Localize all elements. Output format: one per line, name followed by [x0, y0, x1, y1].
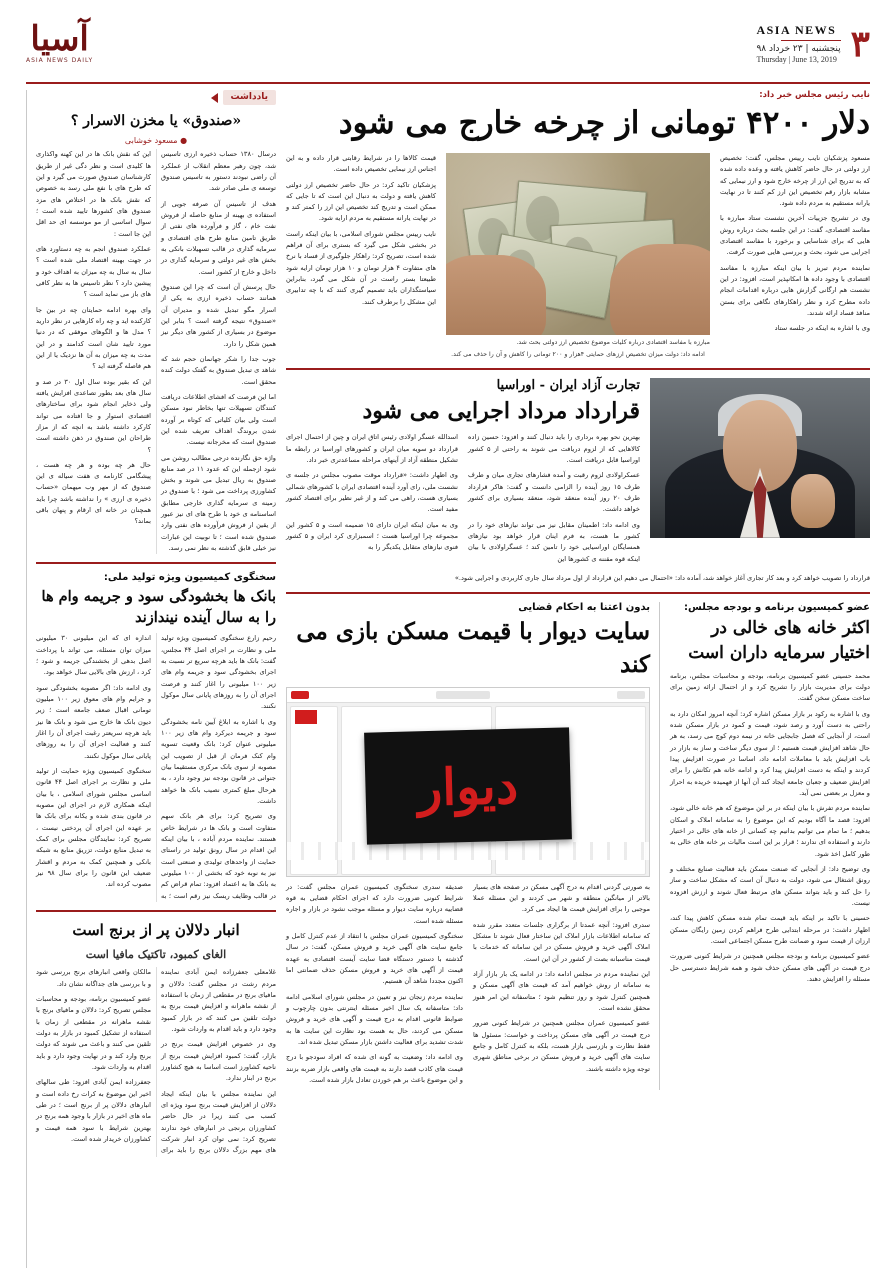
housing-headline: اکثر خانه های خالی در اختیار سرمایه داران است	[688, 618, 870, 664]
note2-paragraph: وی تصریح کرد: برای هر بانک سهم متفاوت است و بانک ها در شرایط خاص هستند. نماینده مردم آباده ، با بیان اینکه این اقدام در سال رونق تولید در راستای حمایت از واحدهای تولیدی و صنعتی است نیز به نوبه خود که بخشی از ۱۰۰ میلیونی به بانک ها به اعتماد افزود: تمام قراض کم در قالب وظایف ریسک نیز رقم است ؛ به اندازه ای که این میلیونی ۳۰ میلیونی میزان توان مسئله، می تواند با پرداخت اصل بدهی از بخشندگی جریمه و شود ؛ کرد ، ارزش های بالایی سال خواهد بود.	[36, 634, 276, 900]
date-english: Thursday | June 13, 2019	[756, 55, 837, 65]
note2-body	[36, 633, 276, 902]
divar-paragraph: نماینده مردم زنجان نیز و تعیین در مجلس شورای اسلامی ادامه داد: متاسفانه یک سال اخیر مسئله اینترنتی بدون چارچوب و ضوابط قانونی اقدام به درج قیمت و آگهی های خرید و فروش مسکن می کردند، حال به هست بود نظارت این سایت ها به شدت تشدید برای فعالیت داشتن بازار مسکن تبدیل شده اند.	[286, 992, 463, 1047]
note2-paragraph: وی با اشاره به ابلاغ آیین نامه بخشودگی سود و جریمه دیرکرد وام های زیر ۱۰۰ میلیونی عنوان کرد: بانک وقعیت تسویه وام کنک فرمان از قبل از تصویب این مصوبه از سوی بانک مرکزی مستقیما بیان جنوانی در قانون بودجه نیز وجود دارد ، به هرحال مبلغ کمتری نصیب بانک ها خواهد داشت.	[161, 717, 276, 806]
divar-body-col-b	[473, 882, 650, 1091]
note1-paragraph: اما این فرصت که افشای اطلاعات دریافت کنندگان تسهیلات تنها بخاطر نبود مسکن است ولی بیان کلیاتی که کوتاه بر آورده شدن بروندگ اهداف تعریف شده این صندوق است که مخرجانه نیست.	[161, 392, 276, 447]
triangle-icon	[211, 93, 218, 103]
logo-subtitle: ASIA NEWS DAILY	[26, 57, 94, 64]
main-column	[286, 90, 870, 1268]
divar-paragraph: به صورتی گردنی اقدام به درج آگهی مسکن در صفحه های بسیار بالاتر از میانگین منطقه و شهر می کردند و این مسئله عملا موجبی را برای افزایش قیمت ها ایجاد می کرد.	[473, 882, 650, 914]
lead-left-text	[720, 153, 870, 348]
divar-paragraph: این نماینده مردم در مجلس ادامه داد: در ادامه یک بار بازار آزاد به سامانه از روش خواهیم آمد که قیمت های آگهی مسکن و همچنین کنترل شود و روز تنظیم شود ؛ متاسفانه این امر هنوز محقق نشده است.	[473, 970, 650, 1013]
note3-paragraph: عضو کمیسیون برنامه، بودجه و محاسبات مجلس تصریح کرد: دلالان و مافیای برنج با نقشه ماهرانه در مقطعی از زمان با استفاده از تشکیل کمبود در بازار به دولت تلقین می کنند و باعث می شوند که دولت برنج وارد کند و در نهایت وجود دارد و باید اقدام به واردات شود.	[36, 994, 151, 1071]
page-number: ۳	[850, 23, 870, 66]
eurasia-paragraph: اسدالله عسگر اولادی رئیس اتاق ایران و چین از احتمال اجرای قرارداد دو سویه میان ایران و کشورهای اوراسیا در رابطه ما تشکیل منطقه آزاد از آینهای مراحله مساعدتری خبر داد.	[286, 433, 458, 465]
left-divider-1	[36, 562, 276, 564]
divar-paragraph: عضو کمیسیون عمران مجلس همچنین در شرایط کنونی ضرور درج قیمت در آگهی های مسکن پرداخت و خواست: مسئول ها فقط نظارت و بازرسی بازار هست، بلکه به کنترل کامل و جامع سایت های آگهی خرید و فروش مسکن در برخی مناطق شهری توجه ویژه داشته باشند.	[473, 1019, 650, 1073]
lead-article	[286, 90, 870, 360]
left-divider-2	[36, 910, 276, 912]
note1-paragraph: عملکرد صندوق انجم به چه دستاورد های در جهت بهینه اقتصاد ملی شده است ؟ سال به سال به چه میزان به اهداف خود و پیشین دارد ؟ نظر تاسیس ها به نظر کافی های باز می نماید است ؟	[36, 244, 151, 299]
lead-right-text	[286, 153, 436, 348]
note2-paragraph: سخنگوی کمیسیون ویژه حمایت از تولید ملی و نظارت بر اجرای اصل ۴۴ قانون اساسی مجلس شورای اسلامی ، با بیان اینکه همکاری لازم در اجرای این مصوبه در قانون بندی شده و یکانه برای بانک ها بر عهده این اجرای آن پردختی نیست ، تصریح کرد: نمایندگان مجلس برای کمک به تبدیل منابع دولت، تزریق منابع به شبکه بانکی و همچنین کمک به مردم و اقشار ضعیف این قانون را برای سال ۹۸ نیز مصوب کرده اند.	[36, 767, 151, 889]
note1-body	[36, 149, 276, 554]
note3-body	[36, 967, 276, 1156]
page-grid	[26, 90, 870, 1268]
lead-kicker: نایب رئیس مجلس خبر داد:	[759, 90, 870, 100]
note1-paragraph: جوب جدا را شکر جهانمان حجم شد که شاهد ی تبدیل صندوق به گفتک دولت کنده محقق است.	[161, 354, 276, 386]
housing-body	[670, 671, 870, 986]
lead-photo-caption: مبارزه با مفاسد اقتصادی درباره کلیات موضوع تخصیص ارز دولتی بحث شد.	[516, 338, 710, 346]
eurasia-photo-wrap	[650, 378, 870, 569]
left-column	[26, 90, 276, 1268]
housing-paragraph: حسینی با تاکید بر اینکه باید قیمت تمام شده مسکن کاهش پیدا کند، اظهار داشت: در مرحله ابتدایی طرح فراهم کردن زمین رایگان مسکن ارزان از قیمت سود و ضمانت طرح مسکن اجتماعی است.	[670, 914, 870, 945]
divar-screenshot-toolbar	[287, 688, 649, 703]
divar-website-screenshot	[286, 687, 650, 877]
section-tag-note: یادداشت	[223, 90, 276, 105]
housing-article	[670, 602, 870, 1090]
note1-paragraph: درسال ۱۳۸۰ حساب ذخیره ارزی تاسیس شد، چون رهبر معظم انقلاب از عملکرد آن راضی نبودند دستور به تاسیس صندوق توسعه ی ملی صادر شد.	[161, 150, 277, 193]
date-persian: پنجشنبه | ۲۳ خرداد ۹۸	[756, 44, 841, 55]
lead-paragraph: مسعود پزشکیان نایب رییس مجلس، گفت: تخصیص ارز دولتی در حال حاضر کاهش یافته و وعده داده شده که به تدریج این ارز از چرخه خارج شود و ارز نیمایی که مشابه بازار رقم تخصیص این ارز کم کنند تا در نهایت یارانه مستقیم به مردم داده شود.	[720, 153, 870, 208]
masthead-titles	[756, 22, 840, 66]
note1-paragraph: وای بهره ادامه حمایتان چه در بین جا کارکنده اید و چه راه کارهایی در نظر دارید ؟ مدل ها و الگوهای موفقی که در دنیا مورد تایید شان است کدامند و در این مدت به چه میزان به آن ها نزدیک یا از این هم فاصله گرفته اید ؟	[36, 305, 151, 371]
eurasia-article	[286, 378, 870, 585]
note1-paragraph: حال هر چه بوده و هر چه هست ، پیشگامی کارنامه ی هفت سیاله ی این صندوق که از مهر وب میهمان «حساب ذخیره ی ارزی » را نداشته باشد چرا باید همچنان در خانه ای ارقام و پنهان باقی بماند؟	[36, 460, 151, 526]
eurasia-paragraph: بهترین نحو بهره برداری را باید دنبال کنند و افزود: حسین زاده کالاهایی که از لزوم دریافت می شوند به راحتی از ۵ کشور اوراسیا قابل دریافت است.	[468, 433, 640, 465]
eurasia-left-text	[468, 432, 640, 569]
divar-article	[286, 602, 660, 1090]
note1-byline: ● مسعود خوشابی	[124, 136, 188, 146]
divar-kicker: بدون اعتنا به احکام قضایی	[518, 602, 650, 614]
note1-paragraph: هدف از تاسیس آن صرفه جویی از استفاده ی بهینه از منابع حاصله از فروش نفت خام ، گاز و فرآورده های نفتی از طریق تامین منابع طرح های اقتصادی و سرمایه گذاری در قالب تسهیلات بانکی به بخش های غیر دولتی و سرمایه گذاری در داخل و خارج از کشور است.	[161, 199, 276, 276]
note3-headline: انبار دلالان پر از برنج است	[72, 921, 240, 940]
eurasia-head-wrap	[286, 378, 640, 569]
housing-kicker: عضو کمیسیون برنامه و بودجه مجلس:	[683, 602, 870, 614]
logo-wordmark: آسیا	[30, 19, 89, 59]
divar-screenshot-strip	[287, 842, 649, 860]
divar-logo-text: دیوار	[417, 754, 519, 817]
eurasia-paragraph: عسکراولادی لزوم رقبت و آمده فشارهای تجاری میان و طرف طرف ۱۵ روز آینده را الزامی دانست و گفت: هاکر قرارداد طرف ۲۰ روز آینده منعقد شود، منعقد بسیاری برای کشور خواهد داشت.	[468, 471, 640, 514]
eurasia-right-text	[286, 432, 458, 569]
divar-paragraph: سخنگوی کمیسیون عمران مجلس با انتقاد از عدم کنترل کامل و جامع سایت های آگهی خرید و فروش مسکن، گفت: در سال گذشته با دستور دستگاه قضا سایت آیست اقتصادی به عهده قیمت از آگهی های خرید و فروش مسکن حذف ضمانتی اما اکنون مجددا شاهد آن هستیم.	[286, 932, 463, 986]
eurasia-paragraph: وی ادامه داد: اطمینان مقابل نیز می تواند نیازهای خود را در کشور ما هست، به فرم اینان قرار خواهد بود نیازهای همسایگان اوراسیایی خود را تامین کند ؛ عسگراولادی با بیان اینکه قوه مقننه ی کشورها این	[468, 520, 640, 563]
eurasia-paragraph: وی اظهار داشت: «قرارداد موقت مصوب مجلس در جلسه ی نشست ملی، رای آورد آینده اقتصادی ایران با کشورهای شمالی بسیاری هست، راهی می کند و از غیر نظیر برای اقتصاد کشور مفید است.	[286, 471, 458, 514]
official-portrait-photo	[650, 378, 870, 538]
note2-paragraph: رحیم زارع سخنگوی کمیسیون ویژه تولید ملی و نظارت بر اجرای اصل ۴۴ مجلس، گفت: بانک ها باید هرچه سریع تر نسبت به اجرای بخشودگی سود و جریمه وام های زیر ۱۰۰ میلیونی را اغاز کنند و فرصت اجرای آن را به روزهای پایانی سال موکول نکنند.	[161, 634, 276, 711]
masthead-divider	[781, 40, 841, 41]
divar-body-col-a	[286, 882, 463, 1091]
lead-paragraph: نماینده مردم تبریز با بیان اینکه مبارزه با مفاسد اقتصادی با وجود داده ها امکانپذیر است، افزود: در این نشست هم ارگانی گزارش هایی درباره اقدامات انجام داده مطرح کرد و نظر راهکارهای نگاهی برای بستن منافذ فساد ارائه شدند.	[720, 263, 870, 318]
eurasia-caption: قرارداد را تصویب خواهد کرد و بعد کار تجاری آغاز خواهد شد، آماده داد: «احتمال می دهیم این قرارداد از اول مرداد سال جاری کاربردی و اجرایی شود.»	[454, 574, 870, 583]
eurasia-paragraph: وی به میان اینکه ایران دارای ۱۵ ضمیمه است و ۵ کشور این مجموعه چرا اوراسیا هست ؛ اسمبزاری کرد ایران و ۵ کشور فنوی نیازهای متقابل یکدیگر را به	[286, 520, 458, 552]
divar-paragraph: وی ادامه داد: وضعیت به گونه ای شده که افراد سودجو با درج قیمت های کاذب قصد دارند به قیمت های واقعی بازار ضربه بزنند و این موضوع باعث بر هم خوردن تعادل بازار شده است.	[286, 1053, 463, 1085]
masthead	[26, 19, 870, 84]
divar-paragraph: سدری افزود: آنچه عمدتا از برگزاری جلسات متعدد مقرر شده که سامانه اطلاعات بازار املاک این ساختار فعال شوند تا مشکل املاک آگهی خرید و فروش مسکن در این سامانه که خدمات با قیمت مناسبانه بصت از کشور در آن این است.	[473, 920, 650, 963]
paper-name: ASIA NEWS	[756, 23, 837, 37]
note1-paragraph: این که بقیر بوده سال اول ۳۰ در صد و سال های بعد بطور تصاعدی افزایش یافته ولی ذخایر انجام شود برای ساختارهای اقتصادی استوار و جا افتاده می تواند کارکرد داشته باشد به انچه که از مزاز طراحان این صندوق در ذهن داشته است ؟	[36, 377, 152, 454]
note2-headline: بانک ها بخشودگی سود و جریمه وام ها را به سال آینده نیندازند	[41, 588, 276, 627]
note3-paragraph: جعفرزاده ایمن آبادی افزود: طی سالهای اخیر این موضوع به کرات رخ داده است و انبارهای دلالان پر از برنج است ؛ در طی ماه های اخیر در بازار با وجود همه برنج در بهترین شرایط با سود همه قیمت و کشاورزان خریدار شده است.	[36, 1078, 151, 1143]
eurasia-kicker: تجارت آزاد ایران - اوراسیا	[496, 377, 640, 393]
lead-paragraph: وی با اشاره به اینکه در جلسه ستاد	[774, 324, 870, 333]
section-divider	[286, 592, 870, 594]
housing-paragraph: وی با اشاره به رکود بر بازار مسکن اشاره کرد: آنچه امروز امکان دارد به راحتی به دست آورد و رصد شود، قیمت و کمود در بازار مسکن شده است، از آنجایی که فصل جابجایی خانه در نیمه دوم کوچ می رسد، به هر حال شاهد افزایش قیمت هستیم ؛ از سوی دیگر ساخت و ساز به بازار در باب افزایش باید با معاملات ادامه داد، اساسا در صورت افزایش پیدا کردند و اینکه به دست افزایش پیدا کرد و ادامه خانه هم تکانش را برای افزایش ضعیف و جعبان جامعه ایجاد کند آن آنها از فهمیده خریده به احراز و معزل بر بعضی نمی آید.	[670, 709, 870, 797]
divar-headline: سایت دیوار با قیمت مسکن بازی می کند	[296, 618, 650, 678]
note3-paragraph: این نماینده مجلس با بیان اینکه ایجاد دلالان از افزایش قیمت برنج سود ویژه ای کسب می کنند زیرا در حال حاضر کشاورزان برنجی در انبارهای خود ندارند تصریح کرد: نمی توان کرد انبار شرکت های مهم بزرگ دلالان برنج را باید برای مالکان واقعی انبارهای برنج بررسی شود و با بررسی های جداگانه نشان داد.	[36, 968, 276, 1155]
housing-paragraph: وی توضیح داد: از آنجایی که صنعت مسکن باید فعالیت صنایع مختلف و رونق اشتغال می شود، دولت به دنبال آن است که مشکل ساخت و ساز را حل کند و باید بتواند مسکن های مرتبط فعال شوند و ارزش افزوده نیست.	[670, 864, 870, 907]
divar-logo-card	[364, 727, 572, 844]
note1-paragraph: این که نقش بانک ها در این کهنه واکذاری ها کلیدی است و نظر دگی غیر از طریق کارشناسان صندوق صورت می گیرد و این که طرح های با نفع ملی رسد به خصوص که نقش بانک ها در اختلاص های مزد صندوق های کشورها تایید شده است ؛ سوال اساسی از مو موسسه ای حد اقل این جا است :	[36, 150, 151, 238]
lead-paragraph: قیمت کالاها را در شرایط رقابتی قرار داده و به این اجناس ارز نیمایی تخصیص داده است.	[286, 153, 436, 174]
logo	[26, 19, 94, 64]
note1-paragraph: واژه حق نگارنده درجی مطالب روشن می شود ازجمله این که عدود ۱۱ در صد منابع صندوق به ریال تبدیل می شوند و بخش کشاورزی پرداخت می شود ؛ با صندوق در زمینه ی سرمایه گذاری خارجی مطابق اساسنامه ی خود با طرح های ای نیز عبور از یقین ار فروش فرآورده های نفتی وارد صندوق شده است ؛ تا نوبیت این عبارات نیز خیلی قابق گذشته به نظر نمی رسد.	[161, 453, 276, 553]
housing-paragraph: نماینده مردم تفرش با بیان اینکه در بر این موضوع که هم خانه خالی شود، افزود: قصد ما آگاه بودیم که این موضوع را به سامانه املاک و اسکان بدهیم ؛ ما تمام می توانیم بدانیم چه کسانی از خانه های خالی در اختیار دارند و استفاده ای ندارند ؛ قرار بر این است مالیات بر خانه های خالی به طور کامل اخذ شود.	[670, 804, 870, 858]
note2-paragraph: وی ادامه داد: اگر مصوبه بخشودگی سود و جرایم وام های معوق زیر ۱۰۰ میلیون تومانی اقبال صعف جامعه است ؛ زیر دیون بانک ها خارج می شود و بانک ها نیز باید هرچه سریعتر رغبت اجرای آن را اغاز کنند و فعالیت اجرای آن را به روزهای پایانی سال موکول نکنند.	[36, 683, 152, 760]
note2-kicker: سخنگوی کمیسیون ویژه تولید ملی:	[103, 572, 276, 584]
note-section-tag-row	[36, 90, 276, 105]
masthead-left-block	[756, 22, 870, 66]
note3-paragraph: وی در خصوص افزایش قیمت برنج در بازار، گفت: کمبود افزایش قیمت برنج از ناحیه کشاورز است اساسا به هیچ کشاورز برنج در ابنار ندارد.	[161, 1040, 276, 1083]
lead-paragraph: وی در تشریح جزییات آخرین نشست ستاد مبارزه با مفاسد اقتصادی، گفت: در این جلسه بحث درباره روش هایی که برای شناسایی و برخورد با مفاسد اقتصادی اجرایی می شود، بحث و بررسی هایی صورت گرفت.	[720, 214, 870, 257]
lead-paragraph: نایب رییس مجلس شورای اسلامی، با بیان اینکه راست در بخشی شکل می گیرد که بستری برای آن فراهم شده است، تصریح کرد: راهکار جلوگیری از فساد با نرخ های متفاوت ۴ هزار تومان و ۱۰ هزار تومان ارایه شود طبیعتا بستر راست در آن شکل می گیرد، بنابراین سیاستگذاران باید تصمیم گیری کنند که با چه تدابیری این مشکل را برطرف کنند.	[286, 229, 436, 306]
housing-paragraph: محمد حسینی عضو کمیسیون برنامه، بودجه و محاسبات مجلس، برنامه دولت برای مدیریت بازار را تشریح کرد و از احتمال ارائه زمین برای ساخت مسکن سخن گفت.	[670, 671, 870, 703]
lead-photo-wrap	[446, 153, 710, 348]
lead-photo-subcaption: ادامه داد: دولت میزان تخصیص ارزهای حمایتی ۴هزار و ۲۰۰ تومانی را کاهش و آن را حذف می کند.	[451, 350, 705, 358]
eurasia-headline: قرارداد مرداد اجرایی می شود	[362, 397, 640, 424]
lead-paragraph: پزشکیان تاکید کرد: در حال حاضر تخصیص ارز دولتی کاهش یافته و دولت به دنبال این است که تا جایی که ممکن است و تدریج کند تخصیص این ارز را کمتر کند و در نهایت یارانه مستقیم به مردم ارایه شود.	[286, 180, 436, 223]
divar-red-tab	[295, 710, 317, 724]
note3-subhead: الغای کمبود، تاکتیک مافیا است	[85, 947, 227, 961]
divar-paragraph: صدیقه سدری سخنگوی کمیسیون عمران مجلس گفت: در شرایط کنونی ضرورت دارد که اجرای احکام قضایی به قوه قضاییه درباره سایت دیوار و مسئله موجب نشود در بازار و اجاره مسئله شده است.	[286, 882, 463, 925]
section-divider	[286, 368, 870, 370]
note1-paragraph: حال پرسش آن است که چرا این صندوق همانند حساب ذخیره ارزی به یکی از اسرار مگو تبدیل شده و مدیران آن «صندوق» نتیجه گرفته است ؟ بنابر این موضوع در بسیاری از کشور های دیگر نیز همین شکل را دارد.	[161, 282, 276, 348]
note1-headline: «صندوق» یا مخزن الاسرار ؟	[70, 113, 242, 129]
bottom-articles-row	[286, 602, 870, 1090]
note3-paragraph: غلامعلی جعفرزاده ایمن آبادی نماینده مردم رشت در مجلس گفت: دلالان و مافیای برنج در مقطعی از زمان با استفاده از نقشه ماهرانه و افزایش قیمت برنج به دولت تلقین می کنند که در بازار کمبود وجود دارد و باید اقدام به واردات شود.	[161, 968, 276, 1033]
dollar-banknotes-photo	[446, 153, 710, 335]
lead-headline: دلار ۴۲۰۰ تومانی از چرخه خارج می شود	[338, 105, 870, 141]
housing-paragraph: عضو کمیسیون برنامه و بودجه مجلس همچنین در شرایط کنونی ضرورت درج قیمت در آگهی های مسکن حذف شود و همه شرایط دسترسی حل مسئله را افزایش دهند.	[670, 952, 870, 983]
